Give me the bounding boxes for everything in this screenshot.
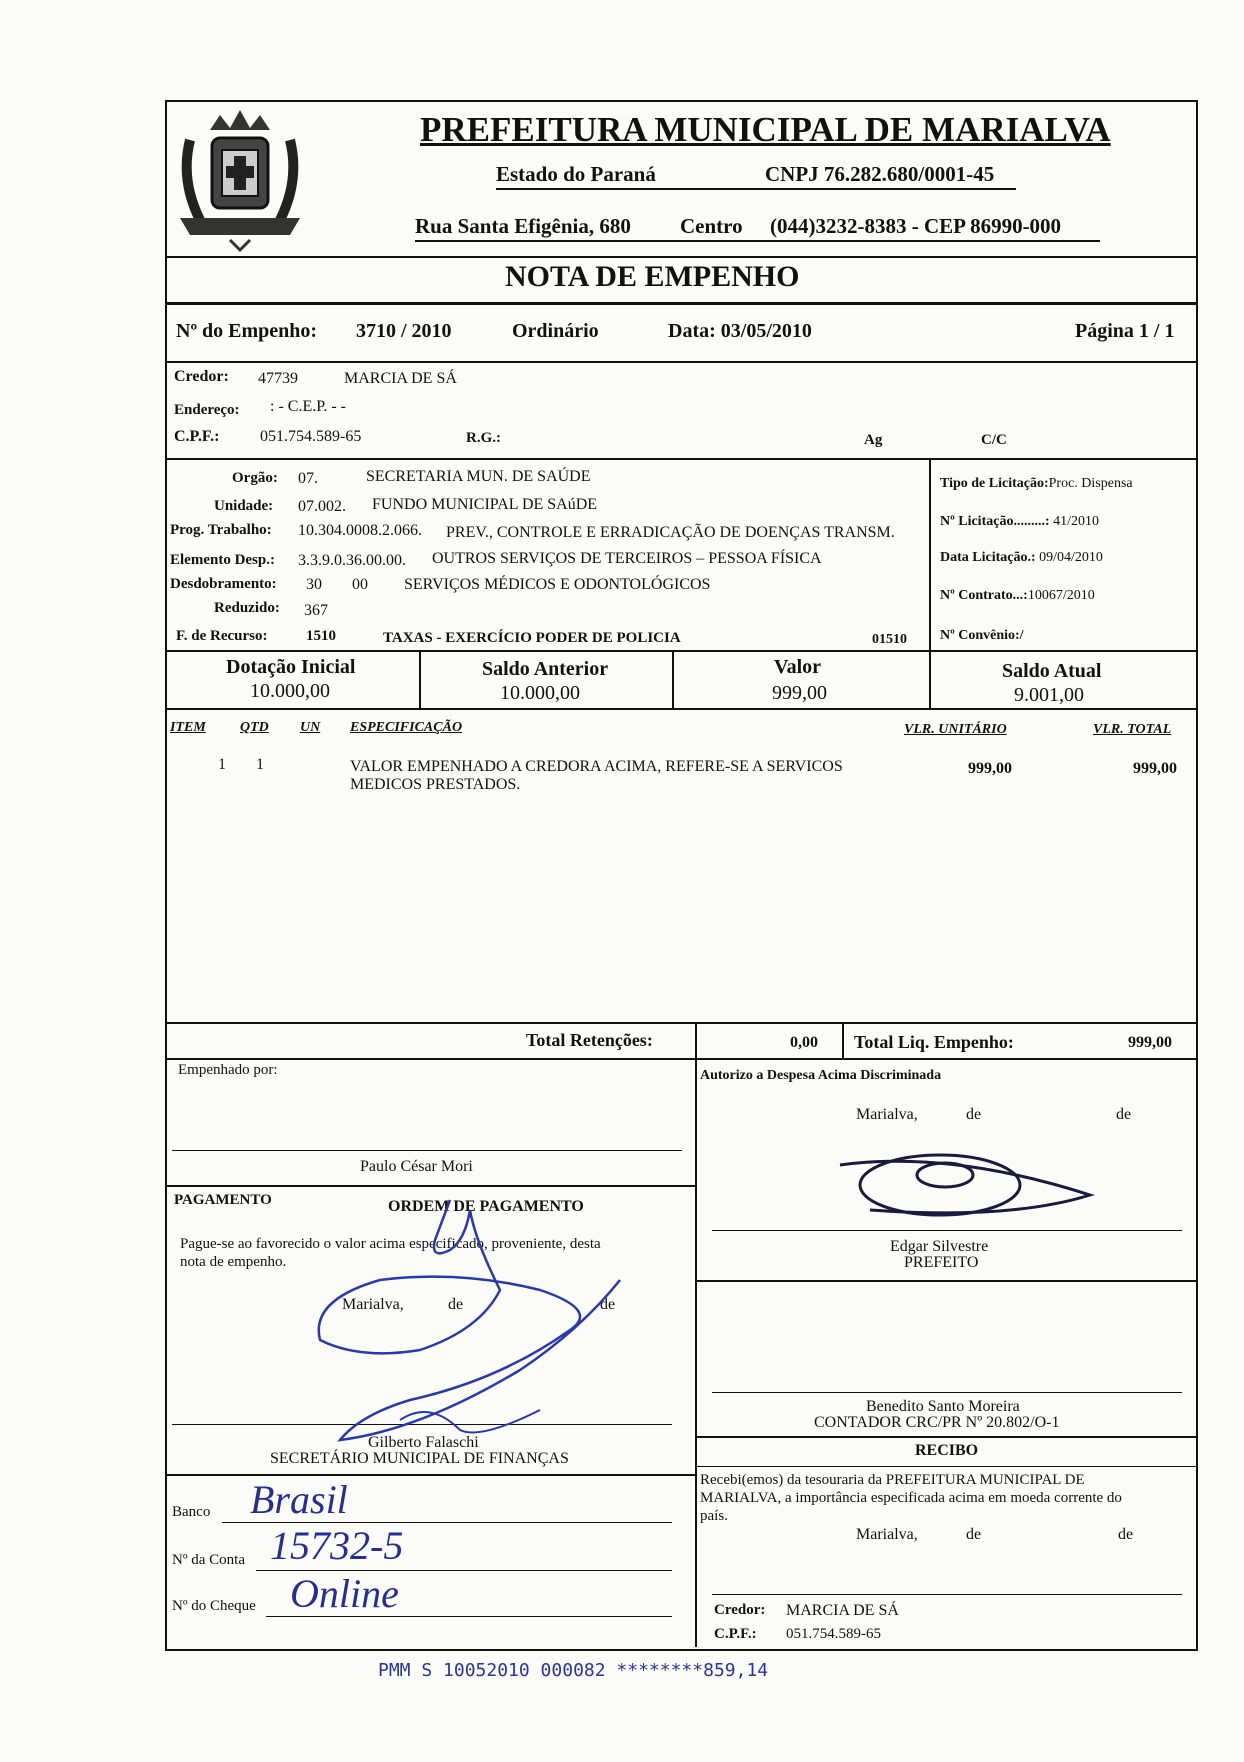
orgao-label: Orgão: [232,470,278,486]
address-label: Rua Santa Efigênia, 680 [415,214,631,238]
total-retencoes-value: 0,00 [790,1034,818,1051]
conta-label: Nº da Conta [172,1552,245,1568]
conta-value: 15732-5 [270,1523,404,1568]
orgao-code: 07. [298,470,318,487]
prog-value: PREV., CONTROLE E ERRADICAÇÃO DE DOENÇAS TRANSM. [446,524,895,541]
tipo-licitacao-label: Tipo de Licitação:Proc. Dispensa [940,476,1133,491]
pagamento-city: Marialva, [342,1296,404,1313]
page-title: PREFEITURA MUNICIPAL DE MARIALVA [420,110,1111,149]
district-label: Centro [680,214,743,238]
orgao-value: SECRETARIA MUN. DE SAÚDE [366,468,591,485]
empenhado-name: Paulo César Mori [360,1158,473,1175]
elemento-code: 3.3.9.0.36.00.00. [298,552,406,569]
contrato-label: Nº Contrato...:10067/2010 [940,588,1095,603]
signature-financas-icon [300,1180,640,1470]
item-unit-value: 999,00 [968,760,1012,777]
recibo-text-line2: MARIALVA, a importância especificada acima em moeda corrente do [700,1490,1122,1506]
desdobramento-value: SERVIÇOS MÉDICOS E ODONTOLÓGICOS [404,576,711,593]
total-retencoes-label: Total Retenções: [526,1030,653,1050]
ordem-pagamento-label: ORDEM DE PAGAMENTO [388,1198,584,1215]
endereco-value: : - C.E.P. - - [270,398,346,415]
signature-prefeito-icon [830,1140,1100,1240]
item-spec-line1: VALOR EMPENHADO A CREDORA ACIMA, REFERE-SE A SERVICOS [350,758,843,775]
reduzido-label: Reduzido: [214,600,280,616]
empenho-date: Data: 03/05/2010 [668,320,812,342]
empenho-type: Ordinário [512,320,599,342]
page-number: Página 1 / 1 [1075,320,1175,342]
cpf-label: C.P.F.: [174,428,220,445]
recibo-label: RECIBO [915,1442,979,1459]
col-spec: ESPECIFICAÇÃO [350,720,463,735]
prefeito-role: PREFEITO [904,1254,979,1271]
unidade-label: Unidade: [214,498,274,514]
item-spec-line2: MEDICOS PRESTADOS. [350,776,521,793]
col-item: ITEM [170,720,206,735]
prog-label: Prog. Trabalho: [170,522,272,538]
recurso-number: 01510 [872,632,907,647]
empenhado-label: Empenhado por: [178,1062,278,1078]
unidade-value: FUNDO MUNICIPAL DE SAúDE [372,496,598,513]
recibo-de2: de [1118,1526,1134,1543]
recibo-cpf-label: C.P.F.: [714,1626,757,1642]
recibo-city: Marialva, [856,1526,918,1543]
col-total: VLR. TOTAL [1093,722,1172,737]
cpf-value: 051.754.589-65 [260,428,362,445]
empenho-number: 3710 / 2010 [356,320,452,342]
total-liq-label: Total Liq. Empenho: [854,1032,1014,1052]
recibo-credor-label: Credor: [714,1602,766,1618]
autorizo-de1: de [966,1106,982,1123]
desdobramento-b: 00 [352,576,368,593]
recurso-value: TAXAS - EXERCÍCIO PODER DE POLICIA [383,630,681,646]
item-qtd: 1 [256,756,264,773]
saldo-anterior-value: 10.000,00 [500,682,580,704]
phone-cep-label: (044)3232-8383 - CEP 86990-000 [770,214,1062,238]
rg-label: R.G.: [466,430,501,446]
recibo-cpf-value: 051.754.589-65 [786,1626,881,1642]
unidade-code: 07.002. [298,498,346,515]
endereco-label: Endereço: [174,402,240,418]
valor-label: Valor [774,656,822,678]
credor-label: Credor: [174,368,229,385]
data-licitacao-label: Data Licitação.: 09/04/2010 [940,550,1103,565]
state-label: Estado do Paraná [496,162,656,186]
recibo-de1: de [966,1526,982,1543]
empenho-label: Nº do Empenho: [176,320,318,342]
banco-value: Brasil [250,1477,348,1522]
pagamento-role: SECRETÁRIO MUNICIPAL DE FINANÇAS [270,1450,569,1467]
prog-code: 10.304.0008.2.066. [298,522,422,539]
pagamento-text-line1: Pague-se ao favorecido o valor acima especificado, proveniente, desta [180,1236,601,1252]
elemento-label: Elemento Desp.: [170,552,275,568]
total-liq-value: 999,00 [1128,1034,1172,1051]
pagamento-text-line2: nota de empenho. [180,1254,287,1270]
contador-role: CONTADOR CRC/PR Nº 20.802/O-1 [814,1414,1060,1431]
autorizo-city: Marialva, [856,1106,918,1123]
recibo-credor-value: MARCIA DE SÁ [786,1602,899,1619]
item-total-value: 999,00 [1133,760,1177,777]
convenio-label: Nº Convênio:/ [940,628,1024,643]
col-un: UN [300,720,321,735]
col-unit: VLR. UNITÁRIO [904,722,1007,737]
reduzido-value: 367 [304,602,328,619]
elemento-value: OUTROS SERVIÇOS DE TERCEIROS – PESSOA FÍSICA [432,550,822,567]
contador-name: Benedito Santo Moreira [866,1398,1020,1415]
desdobramento-label: Desdobramento: [170,576,277,592]
valor-value: 999,00 [772,682,827,704]
desdobramento-a: 30 [306,576,322,593]
pagamento-name: Gilberto Falaschi [368,1434,479,1451]
recibo-text-line3: país. [700,1508,728,1524]
autorizo-de2: de [1116,1106,1132,1123]
prefeito-name: Edgar Silvestre [890,1238,989,1255]
coat-of-arms-icon [160,100,320,260]
pagamento-label: PAGAMENTO [174,1192,272,1208]
dotacao-label: Dotação Inicial [226,656,356,678]
document-title: NOTA DE EMPENHO [505,260,800,293]
saldo-atual-value: 9.001,00 [1014,684,1084,706]
recibo-text-line1: Recebi(emos) da tesouraria da PREFEITURA MUNICIPAL DE [700,1472,1085,1488]
cheque-label: Nº do Cheque [172,1598,256,1614]
autorizo-label: Autorizo a Despesa Acima Discriminada [700,1068,942,1083]
credor-name: MARCIA DE SÁ [344,370,457,387]
pagamento-de1: de [448,1296,464,1313]
pagamento-de2: de [600,1296,616,1313]
cc-label: C/C [981,432,1007,448]
credor-code: 47739 [258,370,298,387]
recurso-code: 1510 [306,628,336,644]
dotacao-value: 10.000,00 [250,680,330,702]
item-number: 1 [218,756,226,773]
banco-label: Banco [172,1504,211,1520]
footer-code: PMM S 10052010 000082 ********859,14 [378,1660,769,1681]
col-qtd: QTD [240,720,269,735]
saldo-atual-label: Saldo Atual [1002,660,1102,682]
saldo-anterior-label: Saldo Anterior [482,658,609,680]
num-licitacao-label: Nº Licitação.........: 41/2010 [940,514,1099,529]
recurso-label: F. de Recurso: [176,628,268,644]
cheque-value: Online [290,1571,399,1616]
cnpj-label: CNPJ 76.282.680/0001-45 [765,162,995,186]
ag-label: Ag [864,432,883,448]
